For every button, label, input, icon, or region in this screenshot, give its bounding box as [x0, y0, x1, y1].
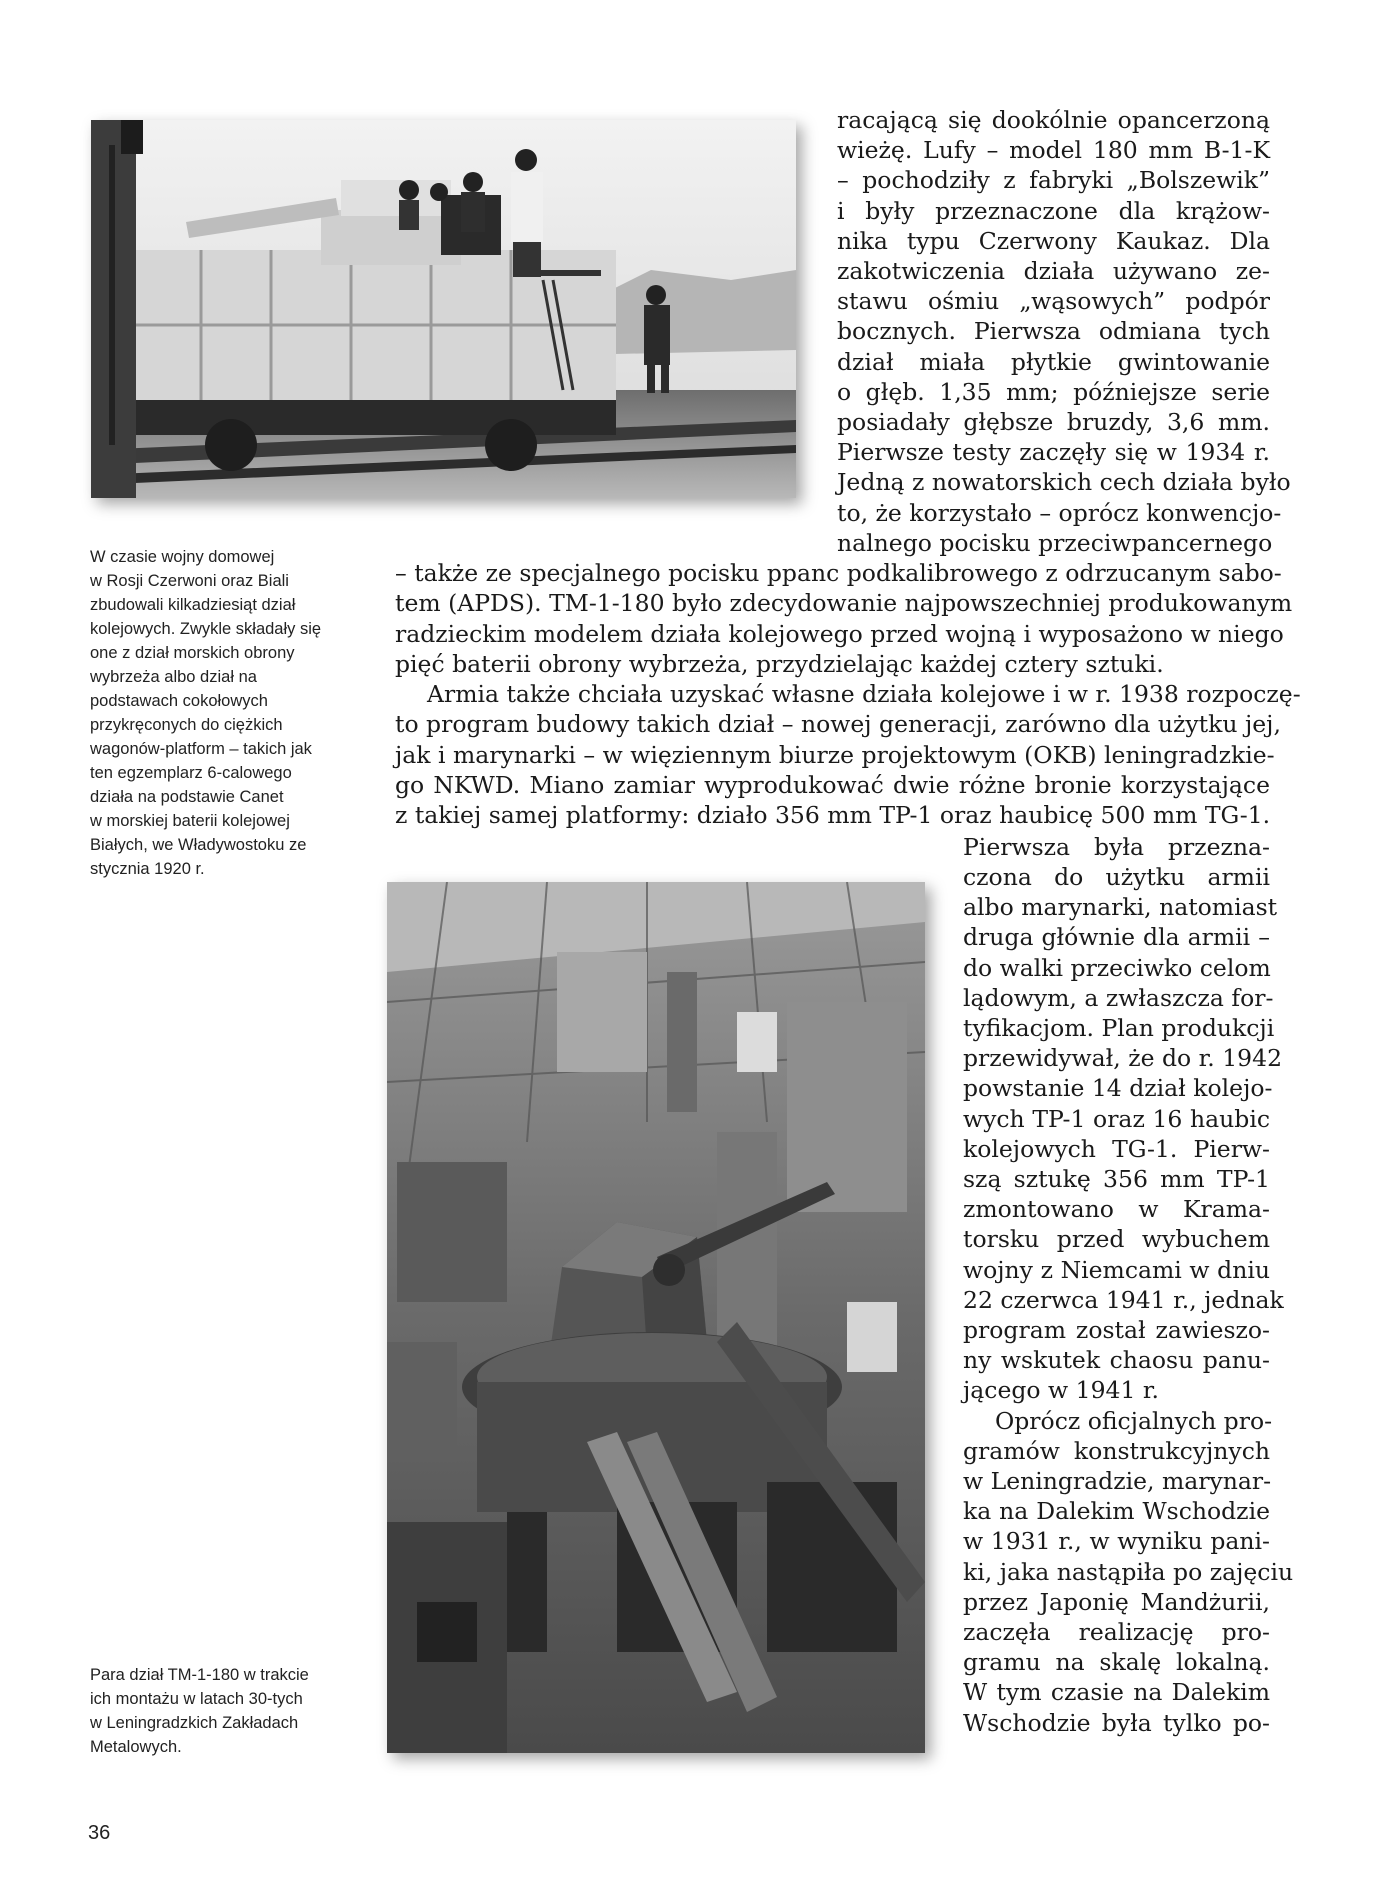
- caption-line: W czasie wojny domowej: [90, 548, 275, 566]
- body-line: posiadały głębsze bruzdy, 3,6 mm.: [837, 408, 1270, 436]
- body-line: szą sztukę 356 mm TP-1: [963, 1165, 1270, 1193]
- body-line: Jedną z nowatorskich cech działa było: [837, 468, 1291, 496]
- caption-line: zbudowali kilkadziesiąt dział: [90, 596, 296, 614]
- body-line: nalnego pocisku przeciwpancernego: [837, 529, 1273, 557]
- caption-photo-1: [90, 545, 380, 881]
- caption-line: Para dział TM-1-180 w trakcie: [90, 1666, 309, 1684]
- body-line: powstanie 14 dział kolejo-: [963, 1074, 1273, 1102]
- body-line: nika typu Czerwony Kaukaz. Dla: [837, 227, 1270, 255]
- body-line: gramu na skalę lokalną.: [963, 1648, 1270, 1676]
- body-line: albo marynarki, natomiast: [963, 893, 1278, 921]
- body-line: gramów konstrukcyjnych: [963, 1437, 1270, 1465]
- body-line: jącego w 1941 r.: [963, 1376, 1160, 1404]
- body-line: stawu ośmiu „wąsowych” podpór: [837, 287, 1270, 315]
- body-line: o głęb. 1,35 mm; późniejsze serie: [837, 378, 1270, 406]
- body-line: bocznych. Pierwsza odmiana tych: [837, 317, 1270, 345]
- body-line: – pochodziły z fabryki „Bolszewik”: [837, 166, 1270, 194]
- photo-railway-gun-vladivostok: [91, 120, 796, 498]
- body-line: i były przeznaczone dla krążow-: [837, 197, 1270, 225]
- caption-line: one z dział morskich obrony: [90, 644, 295, 662]
- photo-tm-1-180-assembly: [387, 882, 925, 1753]
- body-line: ny wskutek chaosu panu-: [963, 1346, 1270, 1374]
- body-line: Armia także chciała uzyskać własne działa kolejowe i w r. 1938 rozpoczę-: [427, 680, 1301, 708]
- body-line: tem (APDS). TM-1-180 było zdecydowanie najpowszechniej produkowanym: [395, 589, 1293, 617]
- body-line: przez Japonię Mandżurii,: [963, 1588, 1270, 1616]
- caption-line: w Leningradzkich Zakładach: [90, 1714, 299, 1732]
- body-line: dział miała płytkie gwintowanie: [837, 348, 1270, 376]
- body-line: torsku przed wybuchem: [963, 1225, 1270, 1253]
- body-line: pięć baterii obrony wybrzeża, przydzielając każdej cztery sztuki.: [395, 650, 1164, 678]
- body-line: radzieckim modelem działa kolejowego przed wojną i wyposażono w niego: [395, 620, 1284, 648]
- body-line: jak i marynarki – w więziennym biurze projektowym (OKB) leningradzkie-: [395, 741, 1275, 769]
- body-line: przewidywał, że do r. 1942: [963, 1044, 1283, 1072]
- page-number: 36: [88, 1822, 111, 1844]
- caption-line: w Rosji Czerwoni oraz Biali: [90, 572, 289, 590]
- body-line: ki, jaka nastąpiła po zajęciu: [963, 1558, 1294, 1586]
- body-line: Wschodzie była tylko po-: [963, 1709, 1270, 1737]
- body-line: do walki przeciwko celom: [963, 954, 1271, 982]
- caption-line: stycznia 1920 r.: [90, 860, 205, 878]
- body-line: w Leningradzie, marynar-: [963, 1467, 1272, 1495]
- caption-line: Białych, we Władywostoku ze: [90, 836, 307, 854]
- body-line: druga głównie dla armii –: [963, 923, 1270, 951]
- caption-line: podstawach cokołowych: [90, 692, 268, 710]
- body-line: go NKWD. Miano zamiar wyprodukować dwie różne bronie korzystające: [395, 771, 1270, 799]
- body-line: wojny z Niemcami w dniu: [963, 1256, 1270, 1284]
- caption-line: wybrzeża albo dział na: [90, 668, 257, 686]
- body-line: kolejowych TG-1. Pierw-: [963, 1135, 1270, 1163]
- body-line: lądowym, a zwłaszcza for-: [963, 984, 1274, 1012]
- body-line: to program budowy takich dział – nowej generacji, zarówno dla użytku jej,: [395, 710, 1281, 738]
- body-line: tyfikacjom. Plan produkcji: [963, 1014, 1275, 1042]
- caption-line: w morskiej baterii kolejowej: [90, 812, 290, 830]
- caption-line: działa na podstawie Canet: [90, 788, 284, 806]
- caption-line: wagonów-platform – takich jak: [90, 740, 312, 758]
- caption-line: ich montażu w latach 30-tych: [90, 1690, 303, 1708]
- body-line: racającą się dookólnie opancerzoną: [837, 106, 1270, 134]
- body-line: wieżę. Lufy – model 180 mm B-1-K: [837, 136, 1270, 164]
- caption-photo-2: [90, 1663, 380, 1759]
- body-line: Oprócz oficjalnych pro-: [995, 1407, 1273, 1435]
- body-line: Pierwsze testy zaczęły się w 1934 r.: [837, 438, 1270, 466]
- body-line: czona do użytku armii: [963, 863, 1270, 891]
- body-line: zmontowano w Krama-: [963, 1195, 1270, 1223]
- body-line: wych TP-1 oraz 16 haubic: [963, 1105, 1270, 1133]
- body-line: zaczęła realizację pro-: [963, 1618, 1270, 1646]
- caption-line: kolejowych. Zwykle składały się: [90, 620, 322, 638]
- body-line: Pierwsza była przezna-: [963, 833, 1270, 861]
- body-line: – także ze specjalnego pocisku ppanc podkalibrowego z odrzucanym sabo-: [395, 559, 1282, 587]
- caption-line: Metalowych.: [90, 1738, 182, 1756]
- body-line: to, że korzystało – oprócz konwencjo-: [837, 499, 1282, 527]
- body-line: ka na Dalekim Wschodzie: [963, 1497, 1270, 1525]
- body-line: 22 czerwca 1941 r., jednak: [963, 1286, 1284, 1314]
- caption-line: przykręconych do ciężkich: [90, 716, 283, 734]
- body-line: zakotwiczenia działa używano ze-: [837, 257, 1270, 285]
- body-line: z takiej samej platformy: działo 356 mm TP-1 oraz haubicę 500 mm TG-1.: [395, 801, 1271, 829]
- body-line: W tym czasie na Dalekim: [963, 1678, 1270, 1706]
- body-line: w 1931 r., w wyniku pani-: [963, 1527, 1270, 1555]
- body-line: program został zawieszo-: [963, 1316, 1270, 1344]
- caption-line: ten egzemplarz 6-calowego: [90, 764, 292, 782]
